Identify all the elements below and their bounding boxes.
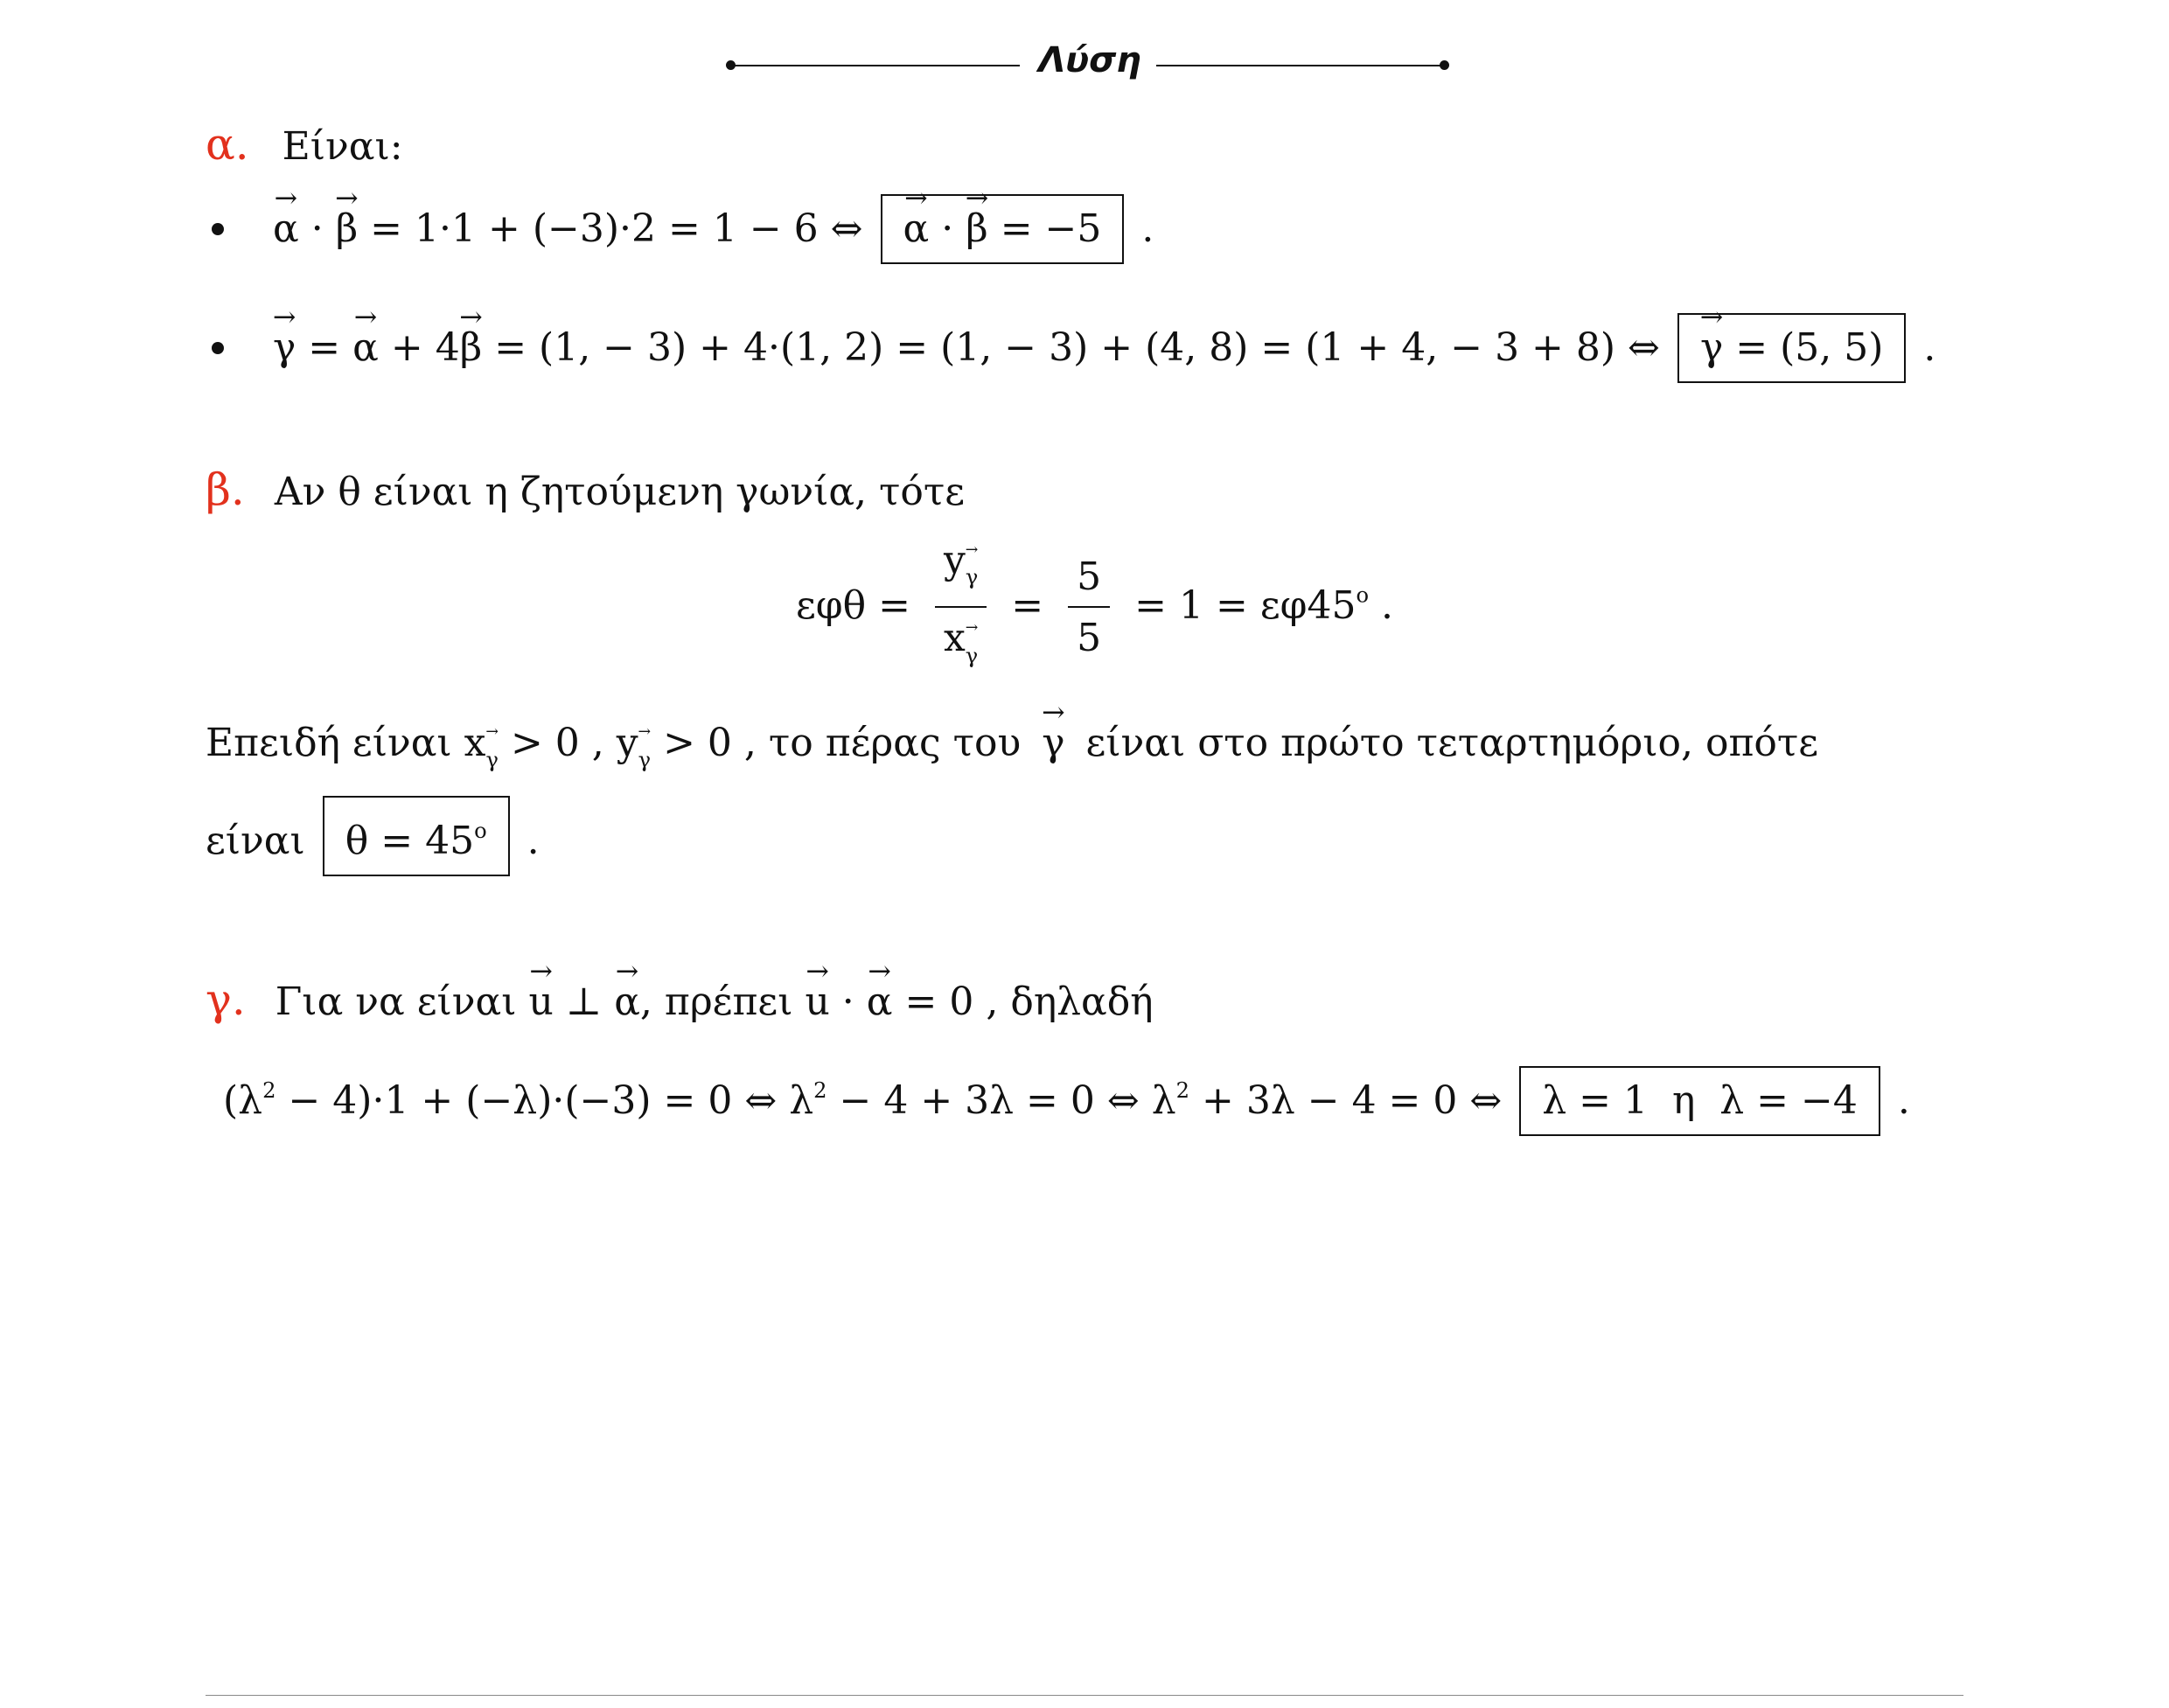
equals-sign: = (1011, 582, 1044, 628)
vector-beta: → β (966, 203, 987, 255)
part-c-intro-3: = 0 , δηλαδή (904, 979, 1154, 1024)
subscript-gamma: → γ (485, 734, 498, 786)
fraction-denominator: 5 (1077, 616, 1102, 661)
vector-beta: → β (460, 322, 482, 374)
vector-gamma: → γ (273, 322, 296, 374)
square-exponent: 2 (262, 1078, 276, 1103)
part-c-label: γ. (206, 974, 246, 1025)
explanation-text-2: > 0 , y (498, 721, 638, 765)
subscript-gamma: → γ (966, 631, 978, 681)
plus-four: + 4 (390, 325, 460, 370)
subscript-gamma: → γ (966, 552, 978, 603)
tangent-lhs: εφθ = (796, 582, 910, 628)
period: . (1923, 325, 1936, 370)
part-a-intro: Είναι: (282, 124, 403, 169)
x-symbol: x (943, 616, 966, 661)
part-b-intro: Αν θ είναι η ζητούμενη γωνία, τότε (274, 470, 965, 514)
answer-box-dot-product (881, 194, 1125, 264)
dot-operator: · (841, 979, 854, 1024)
part-b-heading (206, 464, 965, 519)
part-a-bullet-2 (212, 313, 1935, 383)
answer-box-gamma (1677, 313, 1906, 383)
square-exponent: 2 (1175, 1078, 1190, 1103)
explanation-text-5: είναι (206, 819, 305, 864)
part-b-explanation-line-1 (206, 717, 1818, 786)
answer-box-angle (323, 796, 510, 876)
y-symbol: y (943, 538, 966, 582)
part-a-bullet-1 (212, 194, 1154, 264)
lambda-text-2: − 4)·1 + (−λ)·(−3) = 0 ⇔ λ (275, 1078, 814, 1124)
period: . (1141, 206, 1154, 251)
footer-rule (206, 1695, 1963, 1696)
tangent-rhs: = 1 = εφ45 (1134, 582, 1356, 628)
header-right-dot (1440, 60, 1449, 70)
explanation-text-3: > 0 , το πέρας του (651, 721, 1022, 765)
lambda-text-4: + 3λ − 4 = 0 ⇔ (1189, 1078, 1503, 1124)
part-c-intro-2: , πρέπει (639, 979, 793, 1024)
bullet-icon (212, 223, 224, 235)
vector-u: → u (528, 976, 553, 1028)
dot-operator: · (941, 206, 954, 251)
vector-alpha: → α (273, 203, 299, 255)
degree-symbol: o (474, 819, 487, 843)
equals-sign: = (308, 325, 341, 370)
lambda-equation (223, 1064, 1910, 1136)
explanation-text-1: Επειδή είναι x (206, 721, 486, 765)
period: . (1897, 1078, 1910, 1124)
vector-alpha: → α (903, 203, 930, 255)
dot-product-expression: = 1·1 + (−3)·2 = 1 − 6 ⇔ (370, 206, 863, 251)
part-b-explanation-line-2 (206, 796, 540, 876)
subscript-gamma: → γ (638, 734, 651, 786)
explanation-text-4: είναι στο πρώτο τεταρτημόριο, οπότε (1085, 721, 1819, 765)
fraction-y-over-x (935, 535, 987, 681)
period: . (1381, 582, 1393, 628)
degree-symbol: o (1356, 582, 1369, 608)
part-c-heading (206, 973, 1154, 1028)
fraction-denominator (935, 608, 987, 680)
perpendicular-symbol: ⊥ (565, 979, 603, 1024)
header-title: Λύση (1038, 40, 1141, 80)
header-right-rule (1156, 65, 1445, 66)
vector-gamma: → γ (1700, 322, 1723, 374)
lambda-text-3: − 4 + 3λ = 0 ⇔ λ (826, 1078, 1176, 1124)
angle-result: θ = 45 (345, 819, 475, 864)
period: . (527, 819, 540, 864)
fraction-numerator (935, 535, 987, 608)
dot-operator: · (310, 206, 324, 251)
part-a-heading (206, 118, 403, 173)
header-left-rule (731, 65, 1020, 66)
fraction-numerator: 5 (1068, 552, 1110, 608)
part-b-label: β. (206, 464, 245, 515)
lambda-result: λ = 1 η λ = −4 (1542, 1078, 1858, 1124)
bullet-icon (212, 342, 224, 354)
part-a-label: α. (206, 119, 249, 170)
gamma-expression: = (1, − 3) + 4·(1, 2) = (1, − 3) + (4, 8) = (1 + 4, − 3 + 8) ⇔ (494, 325, 1660, 370)
part-c-intro-1: Για να είναι (275, 979, 517, 1024)
vector-alpha: → α (352, 322, 379, 374)
vector-alpha: → α (867, 976, 893, 1028)
vector-gamma: → γ (1042, 717, 1064, 770)
vector-u: → u (805, 976, 829, 1028)
fraction-five-over-five (1068, 552, 1110, 664)
lambda-text-1: (λ (223, 1078, 263, 1124)
vector-beta: → β (336, 203, 358, 255)
gamma-result: = (5, 5) (1735, 325, 1884, 370)
page-header (0, 35, 2169, 96)
vector-alpha: → α (614, 976, 640, 1028)
square-exponent: 2 (813, 1078, 827, 1103)
tangent-equation (796, 535, 1393, 681)
answer-box-lambda (1519, 1066, 1880, 1136)
dot-product-result: = −5 (1000, 206, 1102, 251)
